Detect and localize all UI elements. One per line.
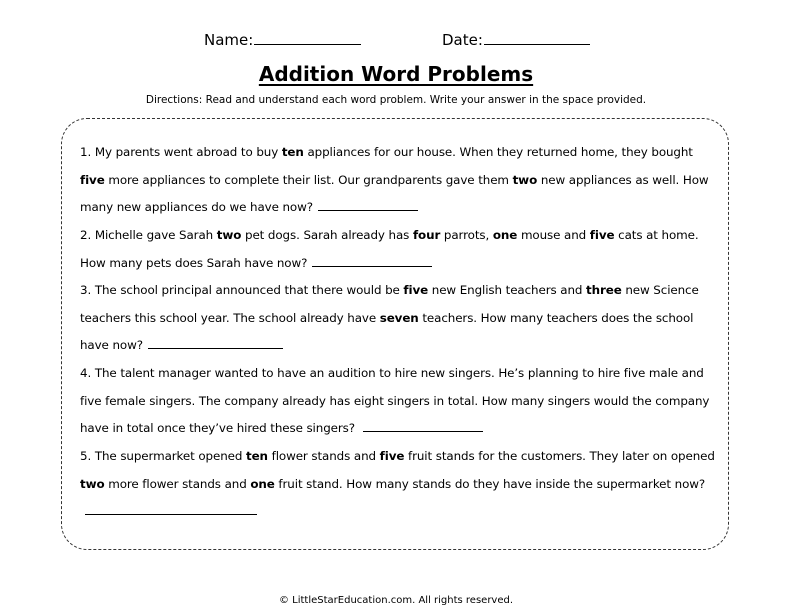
number-word: five	[379, 449, 405, 463]
problem-text: fruit stand. How many stands do they have inside the supermarket now?	[274, 476, 706, 491]
problem-text: 4. The talent manager wanted to have an audition to hire new singers. He’s planning to hire five male and five female singers. The company already has eight singers in total. How many singers would the company have in total once they’ve hired these singers?	[80, 366, 710, 436]
problem-text: cats at home. How many pets does Sarah have now?	[80, 228, 699, 270]
number-word: five	[589, 228, 615, 242]
date-label: Date:	[442, 31, 483, 49]
problem-text: mouse and	[517, 228, 590, 242]
date-field	[442, 30, 590, 49]
page-title: Addition Word Problems	[258, 62, 534, 86]
number-word: five	[403, 283, 429, 297]
problem-text: teachers. How many teachers does the school have now?	[80, 310, 694, 353]
problem-text: new appliances as well. How many new appliances do we have now?	[80, 172, 709, 215]
number-word: ten	[246, 449, 268, 463]
answer-line[interactable]	[312, 256, 432, 267]
answer-line[interactable]	[318, 200, 418, 211]
problem-4	[80, 360, 716, 443]
problem-text: more appliances to complete their list. Our grandparents gave them	[104, 172, 513, 187]
name-field	[204, 30, 361, 49]
problem-text: 5. The supermarket opened	[80, 449, 246, 463]
problem-text: 2. Michelle gave Sarah	[80, 228, 217, 242]
problem-1	[80, 139, 716, 222]
number-word: ten	[281, 145, 304, 159]
number-word: four	[412, 228, 441, 242]
problem-text: more flower stands and	[104, 476, 251, 491]
answer-line[interactable]	[148, 338, 283, 349]
problem-text: appliances for our house. When they returned home, they bought	[303, 145, 693, 159]
problem-text: flower stands and	[267, 449, 380, 463]
problem-text: parrots,	[440, 228, 493, 242]
number-word: two	[512, 172, 538, 187]
number-word: three	[586, 283, 622, 297]
date-answer-line[interactable]	[484, 30, 590, 45]
problem-text: fruit stands for the customers. They later on opened	[404, 449, 715, 463]
problem-text: new Science teachers this school year. The school already have	[80, 283, 699, 325]
answer-line[interactable]	[363, 421, 483, 432]
name-answer-line[interactable]	[254, 30, 361, 45]
problem-text: new English teachers and	[428, 283, 587, 297]
problem-text: 3. The school principal announced that there would be	[80, 283, 404, 297]
number-word: two	[216, 228, 242, 242]
answer-line[interactable]	[85, 504, 257, 515]
number-word: seven	[379, 310, 419, 325]
problem-text: 1. My parents went abroad to buy	[80, 145, 282, 159]
number-word: five	[80, 172, 105, 187]
footer-copyright: © LittleStarEducation.com. All rights reserved.	[278, 595, 514, 606]
name-label: Name:	[204, 31, 254, 49]
number-word: two	[80, 476, 105, 491]
problem-3	[80, 277, 716, 360]
problem-2	[80, 222, 716, 277]
directions-text: Directions: Read and understand each word problem. Write your answer in the space provided.	[145, 94, 647, 106]
number-word: one	[492, 228, 518, 242]
number-word: one	[250, 476, 275, 491]
problem-5	[80, 443, 716, 526]
problem-text: pet dogs. Sarah already has	[241, 228, 413, 242]
